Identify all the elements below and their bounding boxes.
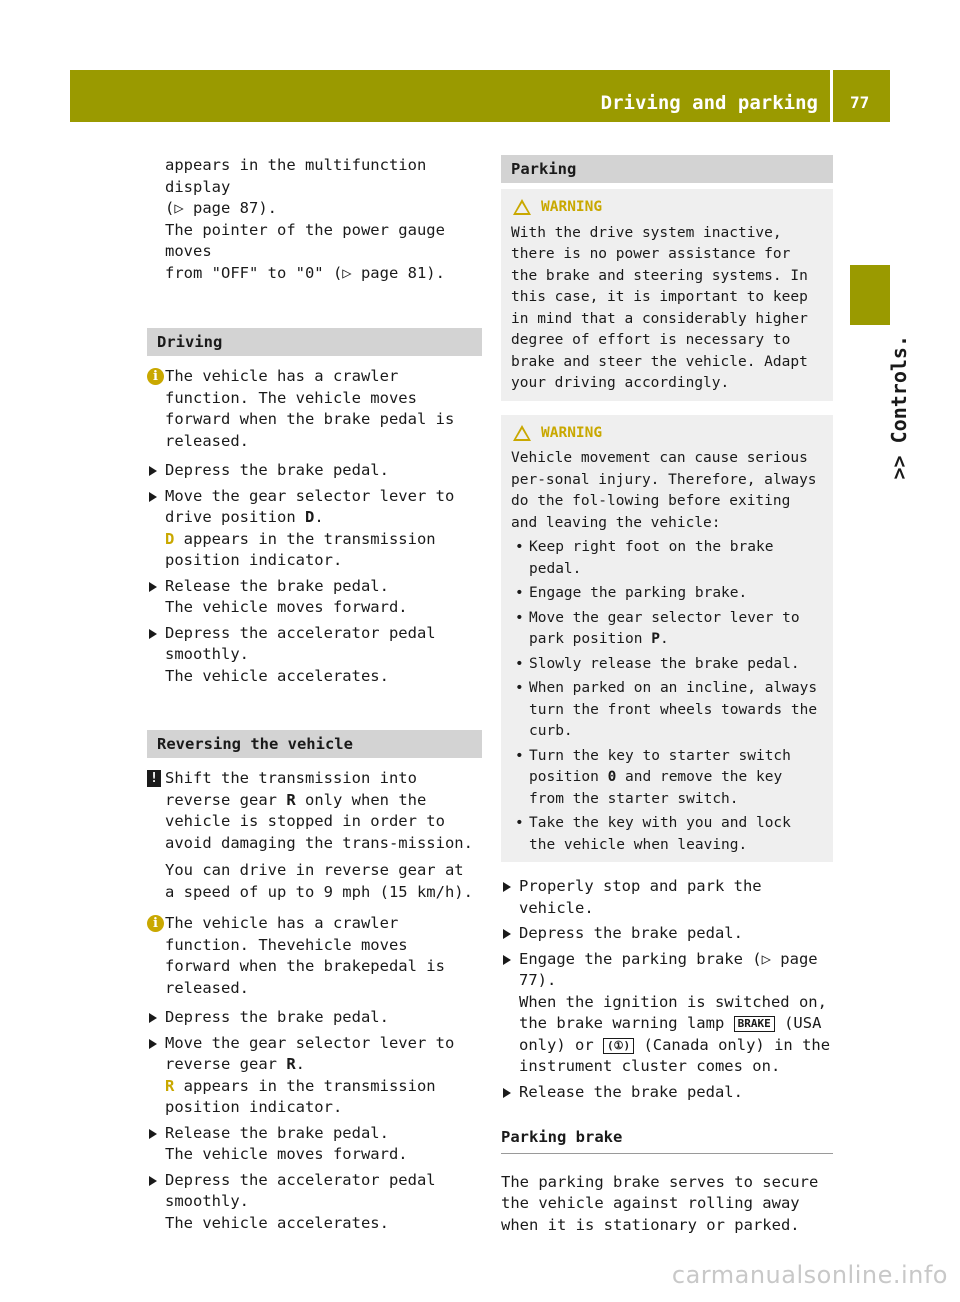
warning-title bbox=[511, 197, 825, 219]
section-heading-reversing: Reversing the vehicle bbox=[147, 730, 482, 758]
right-column bbox=[501, 155, 833, 1236]
intro-line: The pointer of the power gauge moves bbox=[165, 220, 445, 260]
info-icon: i bbox=[147, 915, 164, 932]
intro-line: (▷ page 87). bbox=[165, 199, 277, 217]
bullet-text: Move the gear selector lever to park position bbox=[529, 609, 800, 647]
brake-lamp-icon: BRAKE bbox=[734, 1016, 775, 1032]
gear-label: R bbox=[286, 790, 296, 809]
info-note bbox=[147, 366, 482, 452]
step-result: The vehicle accelerates. bbox=[165, 666, 389, 685]
caution-icon: ! bbox=[147, 770, 161, 787]
step-text: Depress the brake pedal. bbox=[165, 1008, 389, 1026]
gear-label: P bbox=[651, 631, 660, 647]
instruction-step bbox=[147, 1007, 482, 1029]
arrow-icon bbox=[149, 466, 157, 476]
transmission-indicator: D bbox=[165, 529, 175, 548]
instruction-step bbox=[501, 1082, 833, 1104]
arrow-icon bbox=[149, 1129, 157, 1139]
step-text: Release the brake pedal. bbox=[165, 1123, 389, 1142]
section-heading-parking: Parking bbox=[501, 155, 833, 183]
info-icon: i bbox=[147, 368, 164, 385]
bullet-item: • Take the key with you and lock the vehicle when leaving. bbox=[511, 813, 825, 856]
instruction-step bbox=[147, 1170, 482, 1235]
step-text: Depress the accelerator pedal smoothly. bbox=[165, 1170, 436, 1210]
section-heading-driving: Driving bbox=[147, 328, 482, 356]
caution-note bbox=[147, 768, 482, 854]
instruction-step bbox=[501, 949, 833, 1078]
arrow-icon bbox=[149, 582, 157, 592]
arrow-icon bbox=[503, 1088, 511, 1098]
warning-title bbox=[511, 423, 825, 445]
bullet-text: . bbox=[659, 631, 669, 647]
bullet-item bbox=[511, 608, 825, 651]
step-text: Move the gear selector lever to drive position bbox=[165, 486, 455, 526]
instruction-step bbox=[147, 623, 482, 688]
bullet-item: • Keep right foot on the brake pedal. bbox=[511, 537, 825, 580]
step-result: The vehicle moves forward. bbox=[165, 598, 408, 616]
warning-text: With the drive system inactive, there is no power assistance for the brake and steering systems. In this case, it is important to keep in mind that a considerably higher degree of effort is necessary to brake and steer the vehicle. Adapt your driving accordingly. bbox=[511, 224, 808, 391]
step-result: (Canada only) in the instrument cluster comes on. bbox=[519, 1035, 831, 1075]
arrow-icon bbox=[503, 882, 511, 892]
parking-brake-text: The parking brake serves to secure the vehicle against rolling away when it is stationary or parked. bbox=[501, 1172, 819, 1234]
bullet-item: • Engage the parking brake. bbox=[511, 583, 825, 605]
info-text: The vehicle has a crawler function. The vehicle moves forward when the brake pedal is released. bbox=[165, 367, 455, 450]
info-note bbox=[147, 913, 482, 999]
transmission-indicator: R bbox=[165, 1076, 175, 1095]
subsection-heading-parking-brake: Parking brake bbox=[501, 1127, 833, 1154]
warning-box bbox=[501, 189, 833, 401]
page-number: 77 bbox=[850, 93, 870, 112]
bullet-item: • Slowly release the brake pedal. bbox=[511, 654, 825, 676]
side-tab-label bbox=[852, 335, 911, 775]
step-text: Release the brake pedal. bbox=[165, 576, 389, 595]
warning-label: WARNING bbox=[541, 424, 603, 441]
gear-label: D bbox=[304, 508, 315, 526]
bullet-item: • When parked on an incline, always turn the front wheels towards the curb. bbox=[511, 678, 825, 743]
step-result: (USA only) or bbox=[519, 1014, 822, 1054]
instruction-step bbox=[147, 486, 482, 572]
step-text: Release the brake pedal. bbox=[519, 1082, 743, 1101]
instruction-step bbox=[147, 1123, 482, 1166]
instruction-step bbox=[147, 460, 482, 482]
caution-text: only when the vehicle is stopped in order to avoid damaging the trans-mission. bbox=[165, 790, 473, 852]
instruction-step bbox=[501, 876, 833, 919]
warning-icon bbox=[513, 425, 531, 441]
step-text: . bbox=[314, 508, 324, 526]
instruction-step bbox=[147, 1033, 482, 1119]
header-divider bbox=[830, 70, 833, 122]
instruction-step bbox=[147, 576, 482, 619]
warning-label: WARNING bbox=[541, 199, 603, 215]
warning-box bbox=[501, 415, 833, 863]
intro-line: from "OFF" to "0" (▷ page 81). bbox=[165, 263, 445, 282]
step-text: Engage the parking brake (▷ page 77). bbox=[519, 949, 818, 989]
switch-position: 0 bbox=[607, 769, 617, 785]
bullet-item bbox=[511, 746, 825, 811]
step-text: Properly stop and park the vehicle. bbox=[519, 877, 762, 917]
arrow-icon bbox=[149, 1039, 157, 1049]
arrow-icon bbox=[503, 955, 511, 965]
step-result: The vehicle moves forward. bbox=[165, 1145, 408, 1163]
arrow-icon bbox=[503, 929, 511, 939]
speed-note bbox=[147, 860, 482, 903]
arrow-icon bbox=[149, 629, 157, 639]
step-result: The vehicle accelerates. bbox=[165, 1213, 389, 1232]
step-text: Depress the brake pedal. bbox=[165, 461, 389, 479]
side-tab-text: >> Controls. bbox=[887, 335, 911, 480]
canada-brake-lamp-icon: (①) bbox=[603, 1038, 634, 1054]
watermark: carmanualsonline.info bbox=[671, 1261, 948, 1289]
bullet-text: and remove the key from the starter switch. bbox=[529, 769, 783, 807]
page-title: Driving and parking bbox=[600, 92, 818, 114]
arrow-icon bbox=[149, 1013, 157, 1023]
step-text: Depress the brake pedal. bbox=[519, 924, 743, 942]
arrow-icon bbox=[149, 1176, 157, 1186]
caution-text: Shift the transmission into reverse gear bbox=[165, 769, 417, 809]
intro-paragraph bbox=[147, 155, 482, 284]
step-text: Move the gear selector lever to reverse gear bbox=[165, 1033, 455, 1073]
intro-line: appears in the multifunction display bbox=[165, 156, 427, 196]
step-result: appears in the transmission position indicator. bbox=[165, 1076, 436, 1116]
step-text: Depress the accelerator pedal smoothly. bbox=[165, 623, 436, 663]
bullet-text: Turn the key to starter switch position bbox=[529, 747, 791, 785]
arrow-icon bbox=[149, 492, 157, 502]
speed-text: You can drive in reverse gear at a speed of up to 9 mph (15 km/h). bbox=[165, 861, 473, 901]
side-tab-marker bbox=[850, 265, 890, 325]
warning-text: Vehicle movement can cause serious per-sonal injury. Therefore, always do the fol-lowing before exiting and leaving the vehicle: bbox=[511, 450, 817, 531]
step-result: appears in the transmission position indicator. bbox=[165, 529, 436, 569]
left-column bbox=[147, 155, 482, 1234]
step-result: When the ignition is switched on, the brake warning lamp bbox=[519, 992, 827, 1032]
info-text: The vehicle has a crawler function. Thevehicle moves forward when the brakepedal is released. bbox=[165, 914, 445, 997]
instruction-step bbox=[501, 923, 833, 945]
gear-label: R bbox=[286, 1055, 296, 1073]
warning-icon bbox=[513, 199, 531, 215]
step-text: . bbox=[295, 1055, 306, 1073]
